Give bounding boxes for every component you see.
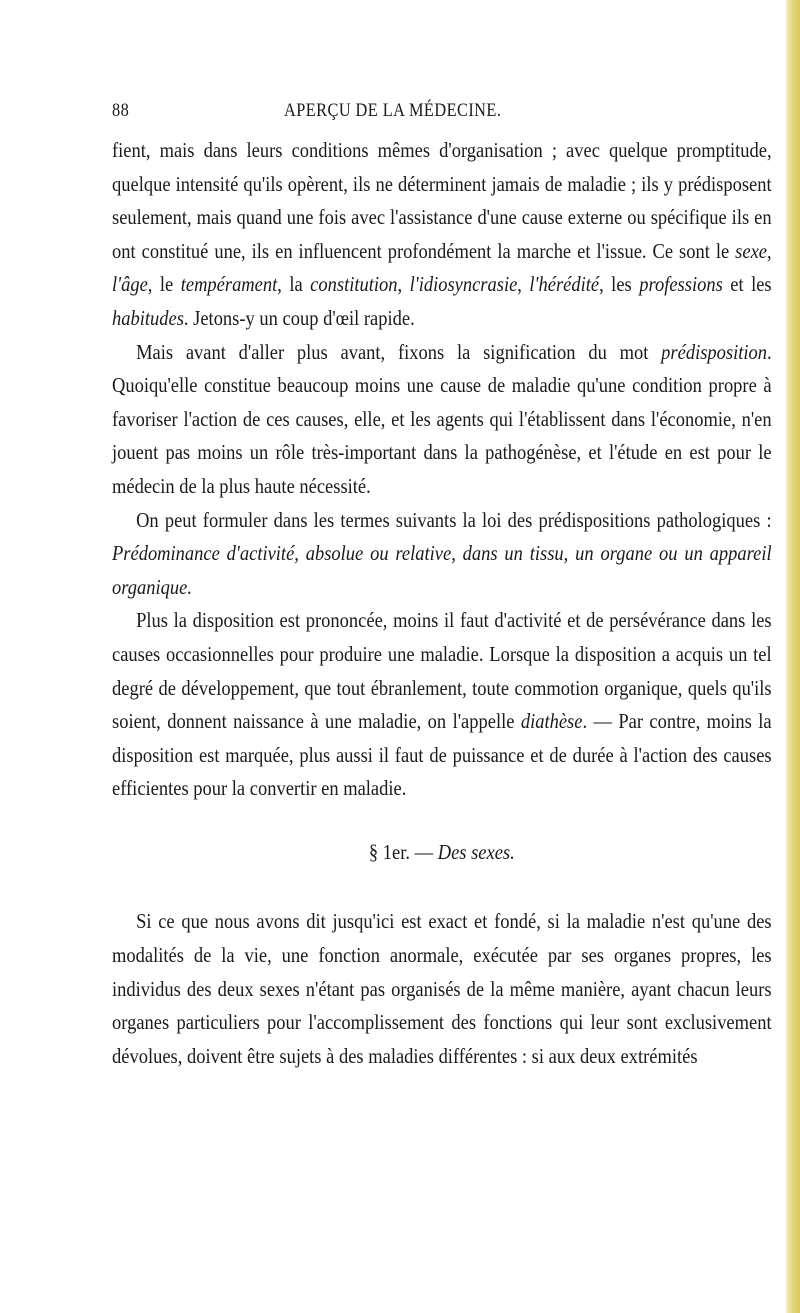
italic-term: l'âge xyxy=(112,272,148,297)
italic-term: Prédominance d'activité, absolue ou relative, dans un tissu, un organe ou un appareil organique. xyxy=(112,541,772,599)
text-run: , xyxy=(397,272,410,297)
running-title: APERÇU DE LA MÉDECINE. xyxy=(284,100,502,121)
text-run: Si ce que nous avons dit jusqu'ici est exact et fondé, si la maladie n'est qu'une des modalités de la vie, une fonction anormale, exécutée par ses organes propres, les individus des deux sexes n'étant pas organisés de la même manière, ayant chacun leurs organes particuliers pour l'accomplissement des fonctions qui leur sont exclusivement dévolues, doivent être sujets à des maladies différentes : si aux deux extrémités xyxy=(112,909,772,1068)
page-number: 88 xyxy=(112,100,130,121)
italic-term: sexe xyxy=(735,238,767,263)
text-run: On peut formuler dans les termes suivants la loi des prédispositions pathologiques : xyxy=(136,507,772,532)
text-run: , la xyxy=(277,272,311,297)
text-run: Plus la disposition est prononcée, moins il faut d'activité et de persévérance dans les causes occasionnelles pour produire une maladie. Lorsque la disposition a acquis un tel degré de développement, que tout ébranlement, toute commotion organique, quels qu'ils soient, donnent naissance à une maladie, on l'appelle xyxy=(112,608,772,734)
text-run: et les xyxy=(722,272,772,297)
paragraph-3 xyxy=(112,604,772,806)
text-run: , xyxy=(517,272,530,297)
section-heading xyxy=(112,836,772,870)
italic-term: professions xyxy=(639,272,723,297)
text-run: , xyxy=(766,238,772,263)
text-run: . — Par contre, moins la disposition est marquée, plus aussi il faut de puissance et de durée à l'action des causes efficientes pour la convertir en maladie. xyxy=(112,709,772,801)
paragraph-1 xyxy=(112,336,772,504)
page-edge xyxy=(786,0,800,1313)
italic-term: tempérament xyxy=(180,272,278,297)
italic-term: prédisposition xyxy=(661,339,767,364)
italic-term: habitudes xyxy=(112,305,184,330)
paragraph-2 xyxy=(112,504,772,605)
italic-term: l'idiosyncrasie xyxy=(409,272,518,297)
italic-term: diathèse xyxy=(520,709,583,734)
text-run: . Jetons-y un coup d'œil rapide. xyxy=(183,305,415,330)
paragraph-4 xyxy=(112,905,772,1073)
text-run: Mais avant d'aller plus avant, fixons la signification du mot xyxy=(136,339,662,364)
text-run: . Quoiqu'elle constitue beaucoup moins une cause de maladie qu'une condition propre à favoriser l'action de ces causes, elle, et les agents qui l'établissent dans l'économie, n'en jouent pas moins un rôle très-important dans la pathogénèse, et l'étude en est pour le médecin de la plus haute nécessité. xyxy=(112,339,772,498)
italic-term: constitution xyxy=(310,272,398,297)
text-run: , les xyxy=(599,272,640,297)
section-title: Des sexes. xyxy=(437,839,515,864)
text-run: fient, mais dans leurs conditions mêmes d'organisation ; avec quelque promptitude, quelque intensité qu'ils opèrent, ils ne déterminent jamais de maladie ; ils y prédisposent seulement, mais quand une fois avec l'assistance d'une cause externe ou spécifique ils en ont constitué une, ils en influencent profondément la marche et l'issue. Ce sont le xyxy=(112,138,772,263)
paragraph-0 xyxy=(112,134,772,336)
italic-term: l'hérédité xyxy=(529,272,600,297)
running-header xyxy=(112,94,772,124)
text-run: , le xyxy=(147,272,181,297)
book-page xyxy=(112,94,772,1073)
section-mark: § 1er. — xyxy=(368,839,438,864)
